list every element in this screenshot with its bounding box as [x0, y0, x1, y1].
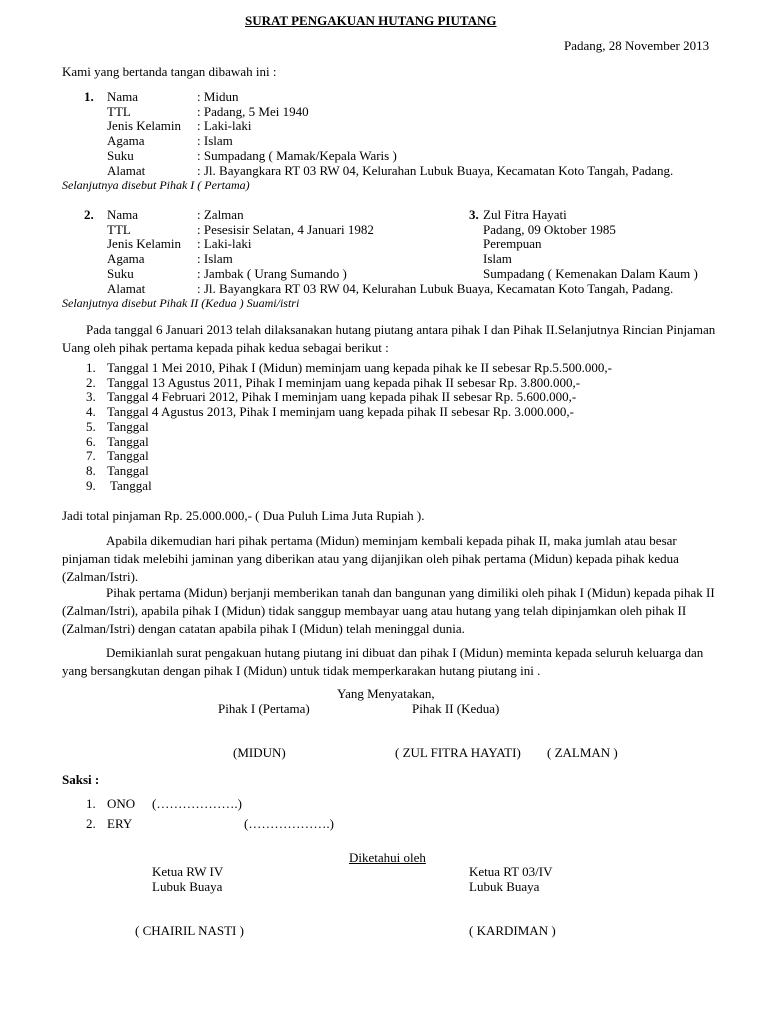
party3-value-ttl: Padang, 09 Oktober 1985 — [483, 222, 616, 237]
loan-item-5-number: 5. — [86, 419, 96, 434]
loan-item-9-number: 9. — [86, 478, 96, 493]
loan-item-2-number: 2. — [86, 375, 96, 390]
total-loan: Jadi total pinjaman Rp. 25.000.000,- ( Dua Puluh Lima Juta Rupiah ). — [62, 508, 425, 523]
party1-label-nama: Nama — [107, 89, 139, 104]
loan-item-3: Tanggal 4 Februari 2012, Pihak I meminjam uang kepada pihak II sebesar Rp. 5.600.000,- — [107, 389, 577, 404]
witness-2-name: ERY — [107, 816, 133, 831]
party3-value-agama: Islam — [483, 251, 512, 266]
party1-label-alamat: Alamat — [107, 163, 146, 178]
party1-value-agama: : Islam — [197, 133, 233, 148]
party3-value-nama: Zul Fitra Hayati — [483, 207, 567, 222]
party2-label-alamat: Alamat — [107, 281, 146, 296]
witness-1-signature-line: (……………….) — [152, 796, 242, 811]
party3-value-jk: Perempuan — [483, 236, 542, 251]
loan-item-9: Tanggal — [110, 478, 152, 493]
pihak2-label: Pihak II (Kedua) — [412, 701, 500, 716]
loan-item-1: Tanggal 1 Mei 2010, Pihak I (Midun) meminjam uang kepada pihak ke II sebesar Rp.5.500.000,- — [107, 360, 612, 375]
witness-1-name: ONO — [107, 796, 136, 811]
party2-label-jk: Jenis Kelamin — [107, 236, 182, 251]
loan-item-5: Tanggal — [107, 419, 149, 434]
loan-item-1-number: 1. — [86, 360, 96, 375]
signatory-zalman: ( ZALMAN ) — [547, 745, 618, 760]
rw-place: Lubuk Buaya — [152, 879, 223, 894]
party2-label-ttl: TTL — [107, 222, 131, 237]
rt-place: Lubuk Buaya — [469, 879, 540, 894]
party1-value-ttl: : Padang, 5 Mei 1940 — [197, 104, 309, 119]
rt-title: Ketua RT 03/IV — [469, 864, 553, 879]
party2-value-ttl: : Pesesisir Selatan, 4 Januari 1982 — [197, 222, 374, 237]
party1-value-jk: : Laki-laki — [197, 118, 252, 133]
party2-label-agama: Agama — [107, 251, 145, 266]
party3-number: 3. — [469, 207, 479, 222]
loan-item-8: Tanggal — [107, 463, 149, 478]
party1-label-jk: Jenis Kelamin — [107, 118, 182, 133]
paragraph-future-loan: Apabila dikemudian hari pihak pertama (Midun) meminjam kembali kepada pihak II, maka jumlah atau besar pinjaman tidak melebihi jaminan yang diberikan atau yang dijanjikan oleh pihak pertama (Midun) kepada pihak kedua (Zalman/Istri). — [62, 533, 679, 584]
party1-label-agama: Agama — [107, 133, 145, 148]
party1-label-ttl: TTL — [107, 104, 131, 119]
party2-label-suku: Suku — [107, 266, 134, 281]
party1-note: Selanjutnya disebut Pihak I ( Pertama) — [62, 178, 250, 192]
party2-value-nama: : Zalman — [197, 207, 244, 222]
party2-label-nama: Nama — [107, 207, 139, 222]
party1-label-suku: Suku — [107, 148, 134, 163]
loan-item-7: Tanggal — [107, 448, 149, 463]
document-title: SURAT PENGAKUAN HUTANG PIUTANG — [245, 13, 497, 28]
intro-text: Kami yang bertanda tangan dibawah ini : — [62, 64, 277, 79]
party1-value-alamat: : Jl. Bayangkara RT 03 RW 04, Kelurahan Lubuk Buaya, Kecamatan Koto Tangah, Padang. — [197, 163, 674, 178]
loan-item-2: Tanggal 13 Agustus 2011, Pihak I meminjam uang kepada pihak II sebesar Rp. 3.800.000,- — [107, 375, 581, 390]
party3-value-suku: Sumpadang ( Kemenakan Dalam Kaum ) — [483, 266, 698, 281]
paragraph-collateral: Pihak pertama (Midun) berjanji memberikan tanah dan bangunan yang dimiliki oleh pihak I (Midun) kepada pihak II (Zalman/Istri), apabila pihak I (Midun) tidak sanggup membayar uang atau hutang yang telah dipinjamkan oleh pihak II (Zalman/Istri) dengan catatan apabila pihak I (Midun) telah meninggal dunia. — [62, 585, 715, 636]
pihak1-label: Pihak I (Pertama) — [218, 701, 310, 716]
party1-value-nama: : Midun — [197, 89, 239, 104]
loan-item-3-number: 3. — [86, 389, 96, 404]
loan-item-6: Tanggal — [107, 434, 149, 449]
witness-title: Saksi : — [62, 772, 100, 787]
loan-item-4: Tanggal 4 Agustus 2013, Pihak I meminjam uang kepada pihak II sebesar Rp. 3.000.000,- — [107, 404, 575, 419]
loan-item-7-number: 7. — [86, 448, 96, 463]
rt-signatory: ( KARDIMAN ) — [469, 923, 556, 938]
paragraph-closing: Demikianlah surat pengakuan hutang piutang ini dibuat dan pihak I (Midun) meminta kepada seluruh keluarga dan yang bersangkutan dengan pihak I (Midun) untuk tidak memperkarakan hutang piutang ini . — [62, 645, 704, 678]
sign-header: Yang Menyatakan, — [337, 686, 435, 701]
rw-signatory: ( CHAIRIL NASTI ) — [135, 923, 244, 938]
party2-note: Selanjutnya disebut Pihak II (Kedua ) Suami/istri — [62, 296, 300, 310]
known-by-title: Diketahui oleh — [349, 850, 426, 865]
witness-1-number: 1. — [86, 796, 96, 811]
signatory-midun: (MIDUN) — [233, 745, 286, 760]
loan-item-6-number: 6. — [86, 434, 96, 449]
party1-number: 1. — [84, 89, 94, 104]
loan-paragraph: Pada tanggal 6 Januari 2013 telah dilaksanakan hutang piutang antara pihak I dan Pihak II.Selanjutnya Rincian Pinjaman Uang oleh pihak pertama kepada pihak kedua sebagai berikut : — [62, 322, 716, 355]
signatory-zul-fitra-hayati: ( ZUL FITRA HAYATI) — [395, 745, 521, 760]
loan-item-8-number: 8. — [86, 463, 96, 478]
rw-title: Ketua RW IV — [152, 864, 224, 879]
witness-2-number: 2. — [86, 816, 96, 831]
party2-value-jk: : Laki-laki — [197, 236, 252, 251]
witness-2-signature-line: (……………….) — [244, 816, 334, 831]
party2-value-agama: : Islam — [197, 251, 233, 266]
party1-value-suku: : Sumpadang ( Mamak/Kepala Waris ) — [197, 148, 397, 163]
party2-number: 2. — [84, 207, 94, 222]
party2-value-alamat: : Jl. Bayangkara RT 03 RW 04, Kelurahan Lubuk Buaya, Kecamatan Koto Tangah, Padang. — [197, 281, 674, 296]
party2-value-suku: : Jambak ( Urang Sumando ) — [197, 266, 347, 281]
place-date: Padang, 28 November 2013 — [564, 38, 710, 53]
loan-item-4-number: 4. — [86, 404, 96, 419]
